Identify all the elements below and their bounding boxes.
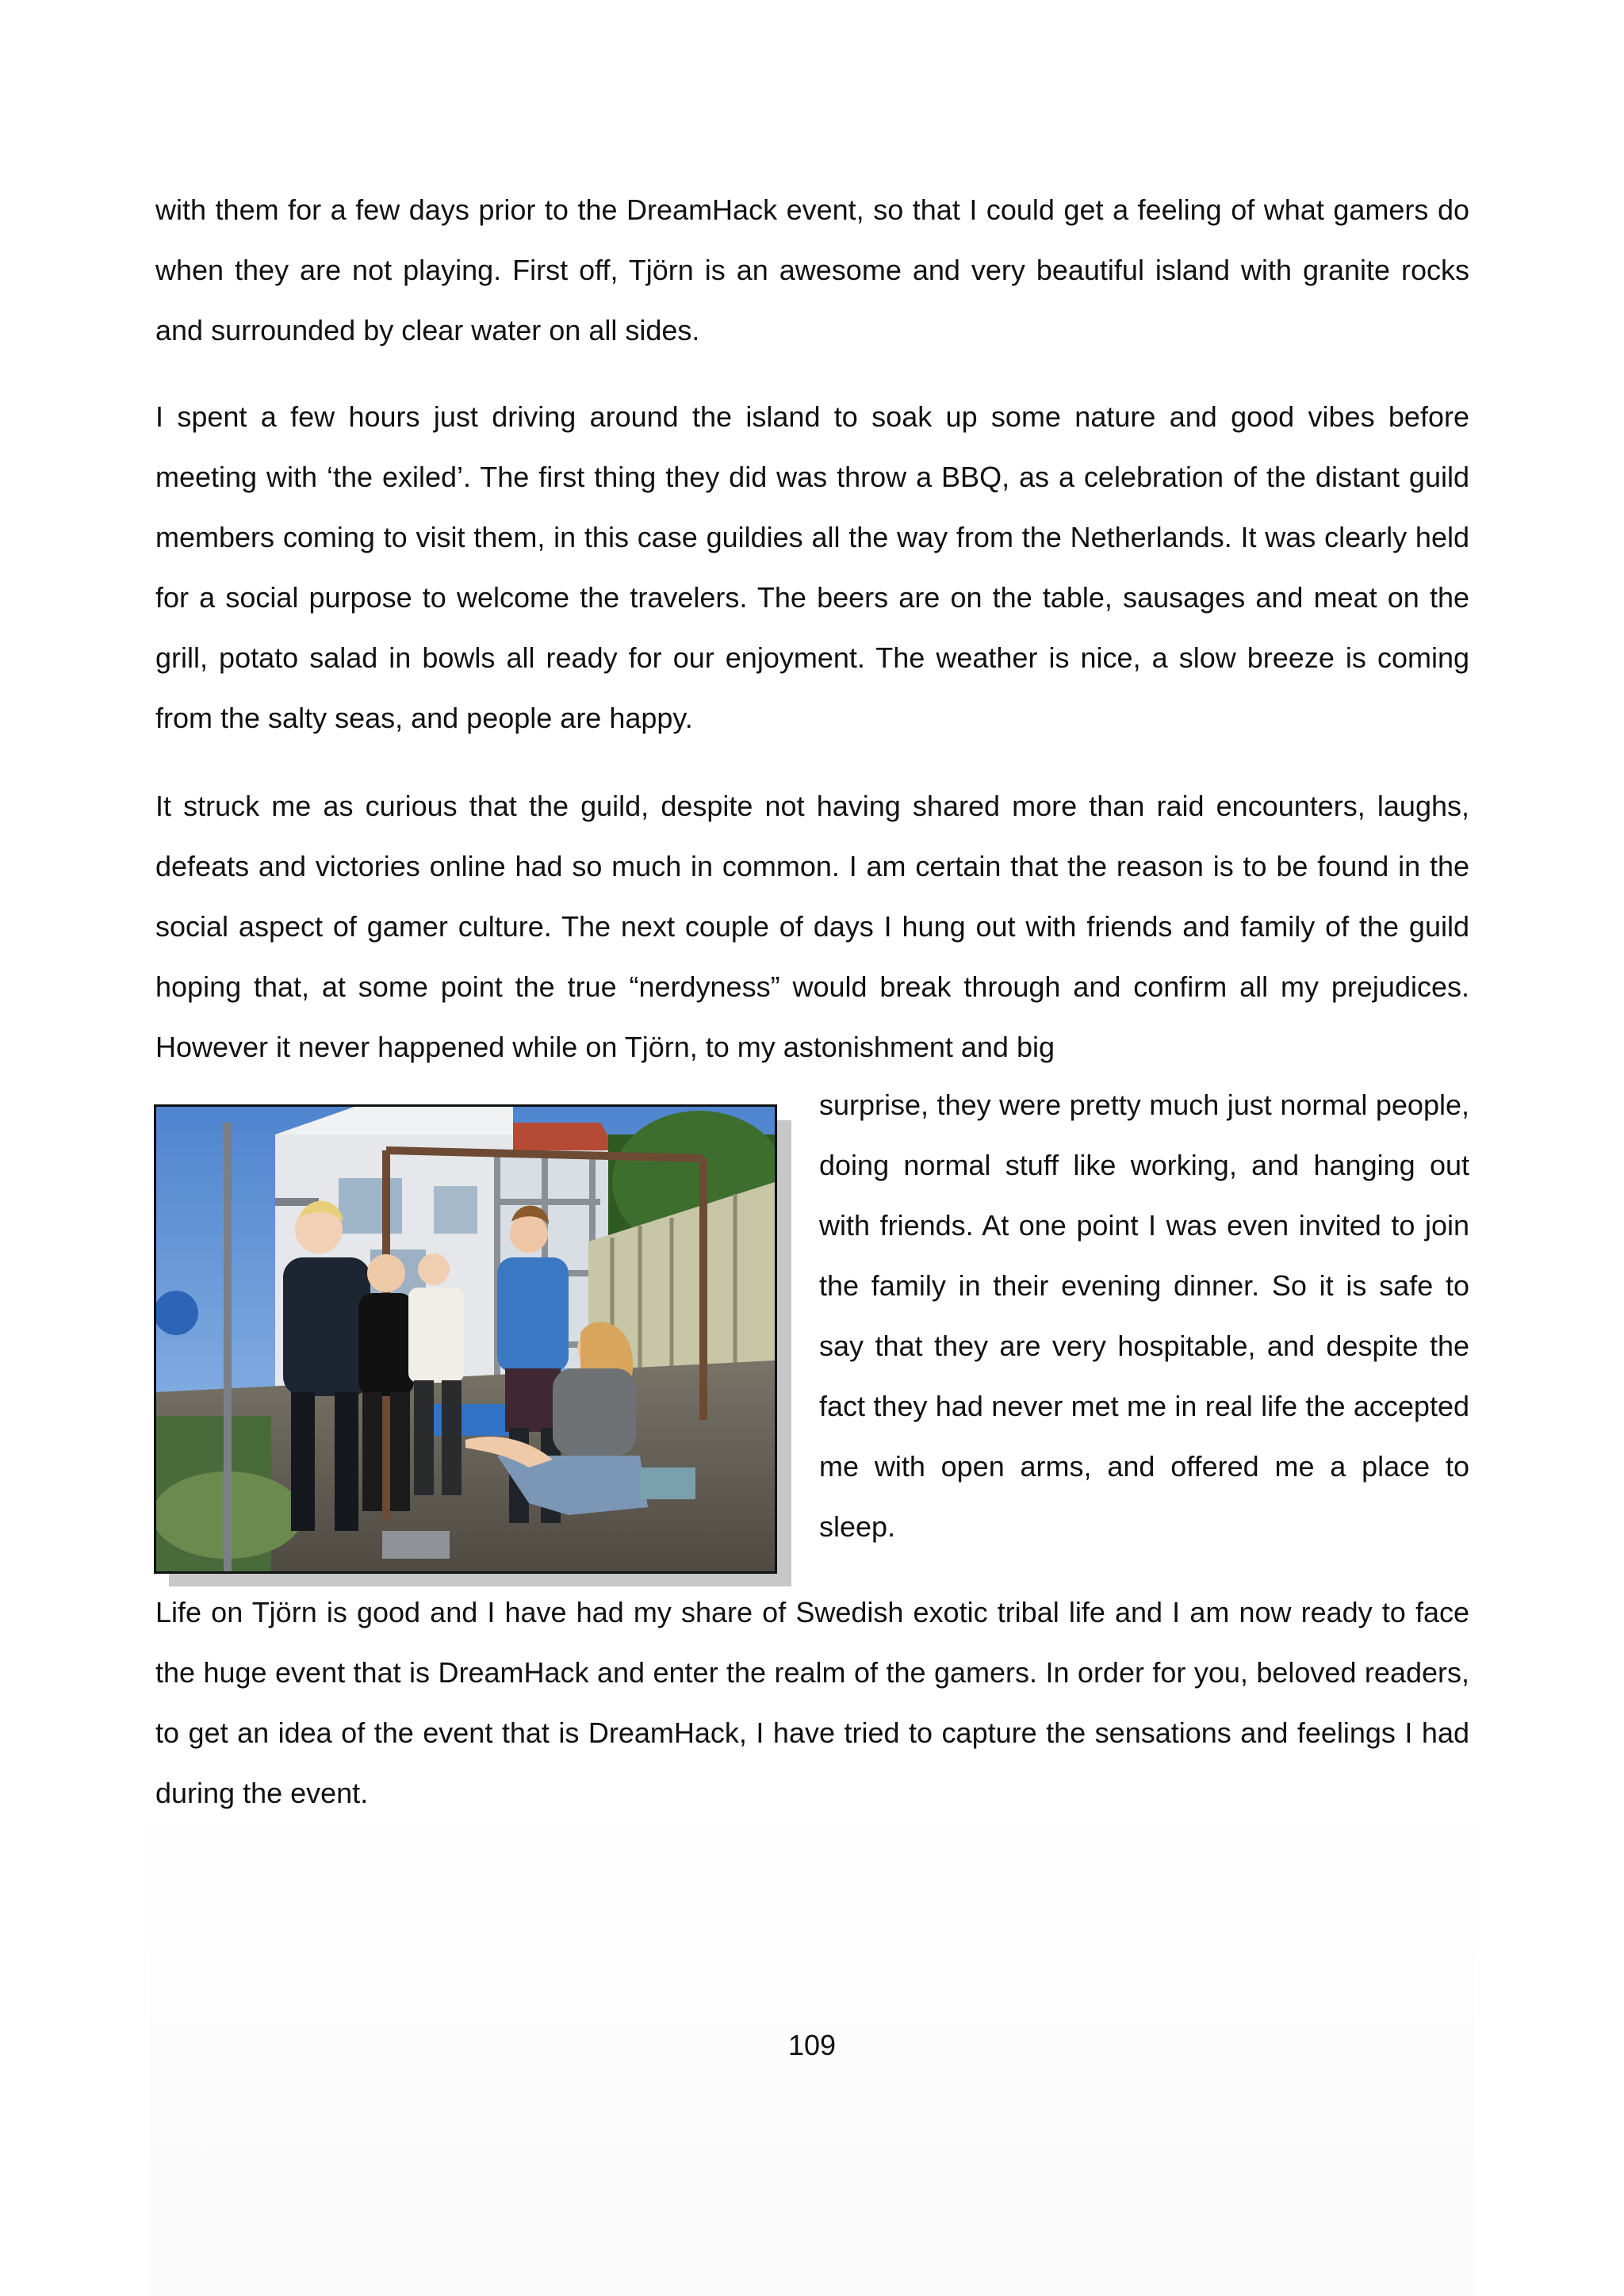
group-photo-illustration [156,1107,775,1571]
page-number: 109 [787,2029,837,2061]
paragraph-1: with them for a few days prior to the DreamHack event, so that I could get a feeling of what gamers do when they are not playing. First off, Tjörn is an awesome and very beautiful island with granite rocks and surrounded by clear water on all sides. [155,193,1469,346]
group-photo [154,1104,777,1574]
paragraph-4-wrap-text: surprise, they were pretty much just normal people, doing normal stuff like working, and hanging out with friends. At one point I was even invited to join the family in their evening dinner. So it is safe to say that they are very hospitable, and despite the fact they had never met me in real life the accepted me with open arms, and offered me a place to sleep. [819,1089,1469,1543]
paragraph-3: It struck me as curious that the guild, despite not having shared more than raid encounters, laughs, defeats and victories online had so much in common. I am certain that the reason is to be found in the social aspect of gamer culture. The next couple of days I hung out with friends and family of the guild hoping that, at some point the true “nerdyness” would break through and confirm all my prejudices. However it never happened while on Tjörn, to my astonishment and big [155,790,1469,1063]
paragraph-5: Life on Tjörn is good and I have had my share of Swedish exotic tribal life and I am now ready to face the huge event that is DreamHack and enter the realm of the gamers. In order for you, beloved readers, to get an idea of the event that is DreamHack, I have tried to capture the sensations and feelings I had during the event. [155,1596,1469,1809]
paragraph-2: I spent a few hours just driving around the island to soak up some nature and good vibes before meeting with ‘the exiled’. The first thing they did was throw a BBQ, as a celebration of the distant guild members coming to visit them, in this case guildies all the way from the Netherlands. It was clearly held for a social purpose to welcome the travelers. The beers are on the table, sausages and meat on the grill, potato salad in bowls all ready for our enjoyment. The weather is nice, a slow breeze is coming from the salty seas, and people are happy. [155,400,1469,734]
